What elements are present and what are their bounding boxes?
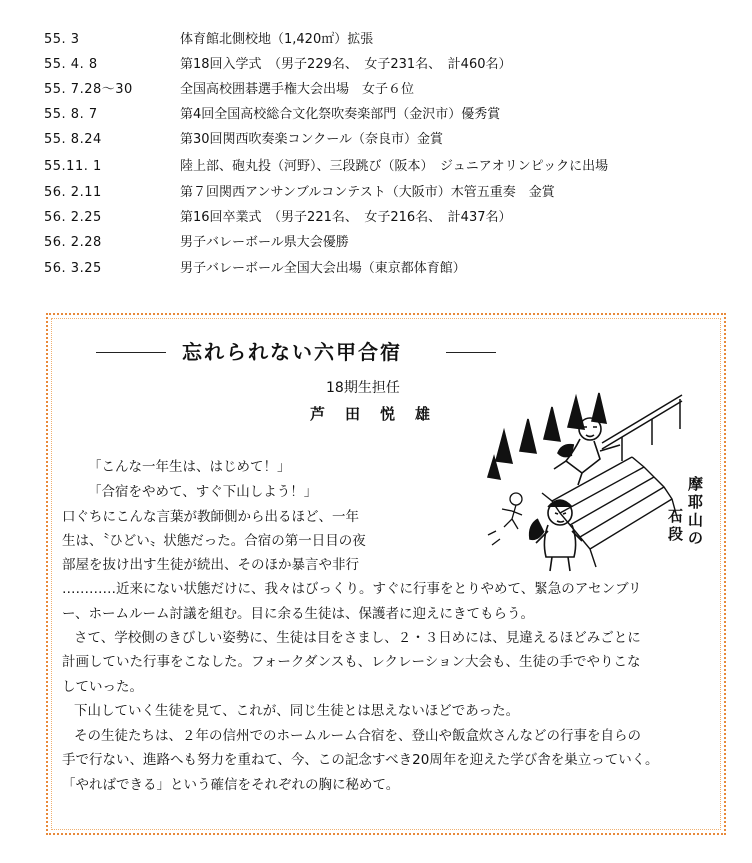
essay-title-block bbox=[48, 337, 724, 367]
chronology-date: 55.11. 1 bbox=[44, 159, 102, 174]
chronology-event: 男子バレーボール全国大会出場（東京都体育館） bbox=[180, 261, 466, 276]
mount-maya-stairs-illustration bbox=[482, 381, 712, 581]
chronology-row bbox=[0, 155, 752, 179]
chronology-date: 55. 7.28～30 bbox=[44, 82, 133, 97]
chronology-row bbox=[0, 103, 752, 127]
essay-line: していった。 bbox=[62, 679, 143, 695]
chronology-event: 第18回入学式 （男子229名、 女子231名、 計460名） bbox=[180, 57, 512, 72]
chronology-event: 陸上部、砲丸投（河野）、三段跳び（阪本） ジュニアオリンピックに出場 bbox=[180, 159, 609, 174]
essay-line: 生は、〝ひどい〟状態だった。合宿の第一日目の夜 bbox=[62, 533, 366, 549]
essay-line: 「合宿をやめて、すぐ下山しよう！」 bbox=[88, 484, 318, 500]
chronology-event: 第4回全国高校総合文化祭吹奏楽部門（金沢市）優秀賞 bbox=[180, 107, 501, 122]
chronology-date: 56. 2.28 bbox=[44, 235, 102, 250]
chronology-row bbox=[0, 257, 752, 281]
essay-line: 口ぐちにこんな言葉が教師側から出るほど、一年 bbox=[62, 509, 359, 525]
essay-title: 忘れられない六甲合宿 bbox=[182, 340, 402, 364]
chronology-event: 第７回関西アンサンブルコンテスト（大阪市）木管五重奏 金賞 bbox=[180, 185, 555, 200]
chronology-event: 体育館北側校地（1,420㎡）拡張 bbox=[180, 32, 374, 47]
chronology-row bbox=[0, 181, 752, 205]
essay-line: 「こんな一年生は、はじめて！」 bbox=[88, 459, 291, 475]
svg-text:耶: 耶 bbox=[688, 493, 704, 511]
essay-line: 手で行ない、進路へも努力を重ねて、今、この記念すべき20周年を迎えた学び舎を巣立っていく。 bbox=[62, 752, 659, 768]
essay-line: 計画していた行事をこなした。フォークダンスも、レクレーション大会も、生徒の手でやりこな bbox=[62, 654, 641, 670]
chronology-event: 第30回関西吹奏楽コンクール（奈良市）金賞 bbox=[180, 132, 444, 147]
svg-text:石: 石 bbox=[668, 507, 684, 525]
essay-line: ー、ホームルーム討議を組む。目に余る生徒は、保護者に迎えにきてもらう。 bbox=[62, 606, 534, 622]
chronology-row bbox=[0, 53, 752, 77]
chronology-date: 56. 2.25 bbox=[44, 210, 102, 225]
title-rule-right bbox=[446, 352, 496, 353]
chronology-row bbox=[0, 78, 752, 102]
chronology-date: 55. 8.24 bbox=[44, 132, 102, 147]
chronology-row bbox=[0, 206, 752, 230]
title-rule-left bbox=[96, 352, 166, 353]
author-name: 芦田悦雄 bbox=[310, 405, 451, 423]
svg-text:の: の bbox=[688, 529, 704, 547]
chronology-date: 55. 4. 8 bbox=[44, 57, 98, 72]
chronology-row bbox=[0, 231, 752, 255]
essay-box bbox=[46, 313, 726, 835]
svg-text:段: 段 bbox=[668, 525, 684, 543]
chronology-date: 55. 8. 7 bbox=[44, 107, 98, 122]
chronology-row bbox=[0, 28, 752, 52]
chronology-date: 56. 3.25 bbox=[44, 261, 102, 276]
illustration-caption: 摩 bbox=[688, 475, 704, 493]
essay-line: その生徒たちは、２年の信州でのホームルーム合宿を、登山や飯盒炊さんなどの行事を自らの bbox=[74, 728, 641, 744]
essay-line: …………近来にない状態だけに、我々はびっくり。すぐに行事をとりやめて、緊急のアセンブリ bbox=[62, 581, 642, 597]
chronology-event: 全国高校囲碁選手権大会出場 女子６位 bbox=[180, 82, 415, 97]
chronology-event: 第16回卒業式 （男子221名、 女子216名、 計437名） bbox=[180, 210, 512, 225]
chronology-event: 男子バレーボール県大会優勝 bbox=[180, 235, 349, 250]
chronology-date: 56. 2.11 bbox=[44, 185, 102, 200]
essay-line: 「やればできる」という確信をそれぞれの胸に秘めて。 bbox=[62, 777, 400, 793]
chronology-row bbox=[0, 128, 752, 152]
essay-line: さて、学校側のきびしい姿勢に、生徒は目をさまし、２・３日めには、見違えるほどみごとに bbox=[74, 630, 641, 646]
essay-line: 下山していく生徒を見て、これが、同じ生徒とは思えないほどであった。 bbox=[74, 703, 520, 719]
author-role: 18期生担任 bbox=[326, 380, 400, 396]
essay-line: 部屋を抜け出す生徒が続出、そのほか暴言や非行 bbox=[62, 557, 359, 573]
chronology-date: 55. 3 bbox=[44, 32, 80, 47]
svg-text:山: 山 bbox=[688, 511, 704, 529]
